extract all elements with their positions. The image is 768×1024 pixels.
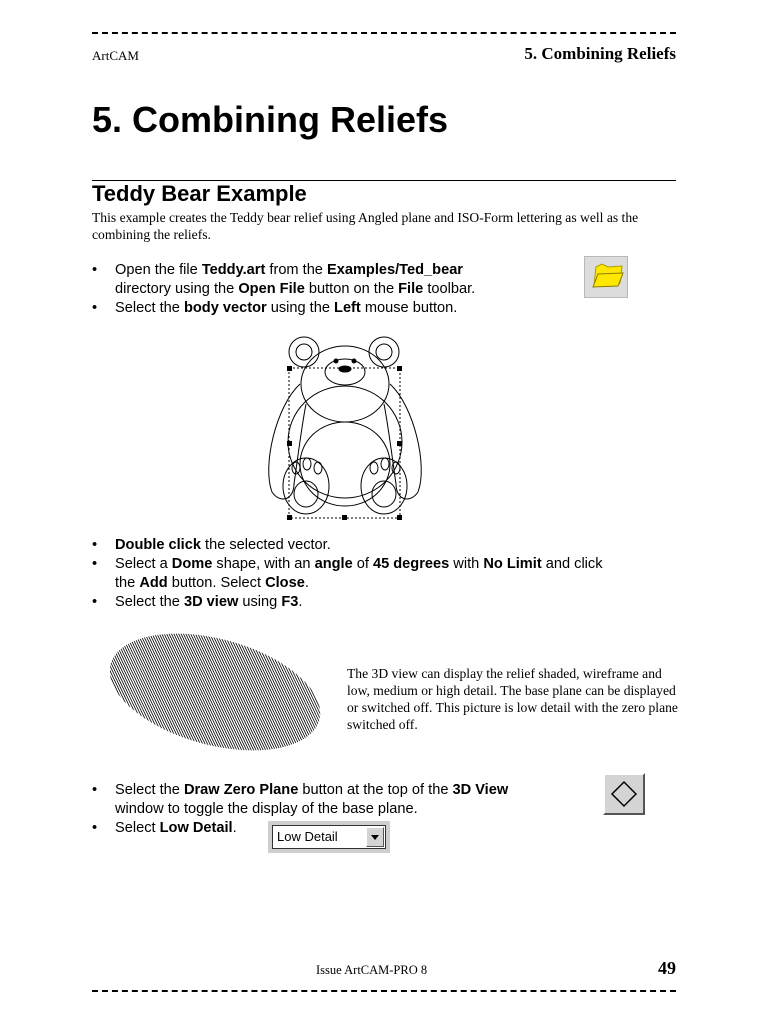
step-keyword: Teddy.art [201, 262, 266, 278]
wireframe-line [256, 630, 316, 755]
wireframe-line [126, 630, 186, 755]
step-text: using [238, 594, 282, 610]
wireframe-line [124, 630, 184, 755]
wireframe-line [206, 630, 266, 755]
step-keyword: Low Detail [159, 820, 233, 836]
header-rule [92, 32, 676, 34]
wireframe-line [222, 630, 282, 755]
page-number: 49 [658, 958, 676, 978]
wireframe-line [261, 630, 321, 755]
wireframe-line [213, 630, 273, 755]
folder-icon [585, 257, 627, 297]
wireframe-line [184, 630, 244, 755]
wireframe-line [172, 630, 232, 755]
step-text: mouse button. [360, 300, 458, 316]
step-text: the [115, 575, 140, 591]
wireframe-line [232, 630, 292, 755]
header-chapter: 5. Combining Reliefs [524, 44, 676, 63]
wireframe-line [326, 630, 330, 755]
wireframe-line [254, 630, 314, 755]
wireframe-line [150, 630, 210, 755]
wireframe-line [153, 630, 213, 755]
wireframe-line [225, 630, 285, 755]
wireframe-line [110, 630, 138, 755]
step-text: . [298, 594, 303, 610]
step-keyword: body vector [183, 300, 267, 316]
wireframe-line [321, 630, 330, 755]
step-text: of [352, 556, 373, 572]
step-keyword: angle [314, 556, 353, 572]
step-keyword: Open File [238, 281, 305, 297]
wireframe-line [155, 630, 215, 755]
wireframe-line [136, 630, 196, 755]
wireframe-line [143, 630, 203, 755]
step-keyword: File [398, 281, 424, 297]
step-text: Select the [115, 300, 184, 316]
step-text: Select a [115, 556, 172, 572]
wireframe-line [160, 630, 220, 755]
step-keyword: Dome [171, 556, 213, 572]
wireframe-line [299, 630, 330, 755]
wireframe-line [237, 630, 297, 755]
wireframe-line [244, 630, 304, 755]
wireframe-line [266, 630, 326, 755]
step-text: using the [266, 300, 335, 316]
step-text: . [232, 820, 237, 836]
step-keyword: Close [265, 575, 305, 591]
open-file-button[interactable] [584, 256, 628, 298]
wireframe-line [282, 630, 330, 755]
step-keyword: Add [139, 575, 168, 591]
footer-rule [92, 990, 676, 992]
wireframe-line [110, 630, 124, 755]
wireframe-line [311, 630, 330, 755]
wireframe-line [114, 630, 174, 755]
step-keyword: No Limit [483, 556, 542, 572]
wireframe-line [196, 630, 256, 755]
step-text: button. Select [167, 575, 266, 591]
header-product: ArtCAM [92, 48, 139, 63]
teddy-bear-vector-image [258, 324, 438, 524]
wireframe-line [146, 630, 206, 755]
wireframe-line [328, 630, 330, 755]
wireframe-line [129, 630, 189, 755]
chapter-title: 5. Combining Reliefs [92, 99, 449, 140]
wireframe-line [110, 630, 122, 755]
wireframe-line [251, 630, 311, 755]
wireframe-line [131, 630, 191, 755]
wireframe-line [215, 630, 275, 755]
draw-zero-plane-button[interactable] [603, 773, 645, 815]
wireframe-line [138, 630, 198, 755]
wireframe-line [302, 630, 330, 755]
wireframe-line [177, 630, 237, 755]
wireframe-line [218, 630, 278, 755]
step-keyword: F3 [281, 594, 299, 610]
step-keyword: Examples/Ted_bear [326, 262, 463, 278]
step-text: Select [115, 820, 160, 836]
steps-list-a [92, 261, 475, 318]
step-item [92, 593, 603, 612]
wireframe-line [167, 630, 227, 755]
wireframe-line [134, 630, 194, 755]
step-item [92, 781, 508, 819]
dome-3d-wireframe-image [110, 630, 330, 755]
wireframe-line [179, 630, 239, 755]
wireframe-line [316, 630, 330, 755]
wireframe-line [201, 630, 261, 755]
wireframe-line [220, 630, 280, 755]
detail-level-select[interactable] [268, 821, 390, 853]
wireframe-line [122, 630, 182, 755]
step-text: button at the top of the [298, 782, 453, 798]
step-item [92, 536, 603, 555]
wireframe-line [198, 630, 258, 755]
step-keyword: 3D view [183, 594, 239, 610]
folder-front [593, 273, 623, 287]
wireframe-line [182, 630, 242, 755]
wireframe-line [110, 630, 158, 755]
wireframe-line [110, 630, 112, 755]
chevron-down-icon[interactable] [366, 827, 384, 847]
intro-paragraph: This example creates the Teddy bear relief using Angled plane and ISO-Form lettering as well as the combining the reliefs. [92, 210, 639, 242]
wireframe-line [141, 630, 201, 755]
wireframe-line [263, 630, 323, 755]
step-keyword: Double click [115, 537, 201, 553]
step-text: . [304, 575, 309, 591]
selection-handles [287, 366, 402, 520]
step-text: and click [541, 556, 603, 572]
wireframe-line [119, 630, 179, 755]
step-text: from the [265, 262, 327, 278]
diamond-icon [605, 775, 643, 813]
step-text: window to toggle the display of the base plane. [115, 801, 418, 817]
wireframe-line [246, 630, 306, 755]
step-item [92, 299, 475, 318]
wireframe-line [112, 630, 172, 755]
wireframe-line [242, 630, 302, 755]
wireframe-line [239, 630, 299, 755]
step-text: directory using the [115, 281, 239, 297]
step-text: button on the [304, 281, 399, 297]
wireframe-line [249, 630, 309, 755]
step-item [92, 555, 603, 593]
step-keyword: Left [334, 300, 361, 316]
detail-select-field[interactable] [272, 825, 386, 849]
wireframe-line [110, 630, 114, 755]
wireframe-line [234, 630, 294, 755]
wireframe-line [191, 630, 251, 755]
step-text: Select the [115, 594, 184, 610]
wireframe-line [162, 630, 222, 755]
wireframe-line [158, 630, 218, 755]
wireframe-line [110, 630, 117, 755]
wireframe-line [170, 630, 230, 755]
wireframe-line [194, 630, 254, 755]
detail-select-value: Low Detail [277, 829, 338, 844]
wireframe-line [208, 630, 268, 755]
wireframe-line [174, 630, 234, 755]
wireframe-line [165, 630, 225, 755]
view-caption: The 3D view can display the relief shaded, wireframe and low, medium or high detail. The base plane can be displayed or switched off. This picture is low detail with the zero plane switched off. [347, 666, 678, 732]
wireframe-line [318, 630, 330, 755]
step-text: toolbar. [423, 281, 476, 297]
step-item [92, 261, 475, 299]
wireframe-line [117, 630, 177, 755]
step-text: with [449, 556, 484, 572]
wireframe-line [230, 630, 290, 755]
step-text: the selected vector. [200, 537, 331, 553]
wireframe-line [314, 630, 330, 755]
section-title: Teddy Bear Example [92, 181, 307, 206]
wireframe-line [186, 630, 246, 755]
wireframe-line [148, 630, 208, 755]
wireframe-line [227, 630, 287, 755]
footer-issue: Issue ArtCAM-PRO 8 [316, 963, 428, 977]
wireframe-line [203, 630, 263, 755]
step-keyword: 45 degrees [372, 556, 450, 572]
wireframe-line [268, 630, 328, 755]
wireframe-line [210, 630, 270, 755]
step-keyword: Draw Zero Plane [183, 782, 299, 798]
step-text: Open the file [115, 262, 202, 278]
step-text: Select the [115, 782, 184, 798]
step-text: shape, with an [212, 556, 315, 572]
wireframe-line [258, 630, 318, 755]
wireframe-line [189, 630, 249, 755]
steps-list-b [92, 536, 603, 612]
wireframe-line [323, 630, 330, 755]
step-keyword: 3D View [452, 782, 509, 798]
